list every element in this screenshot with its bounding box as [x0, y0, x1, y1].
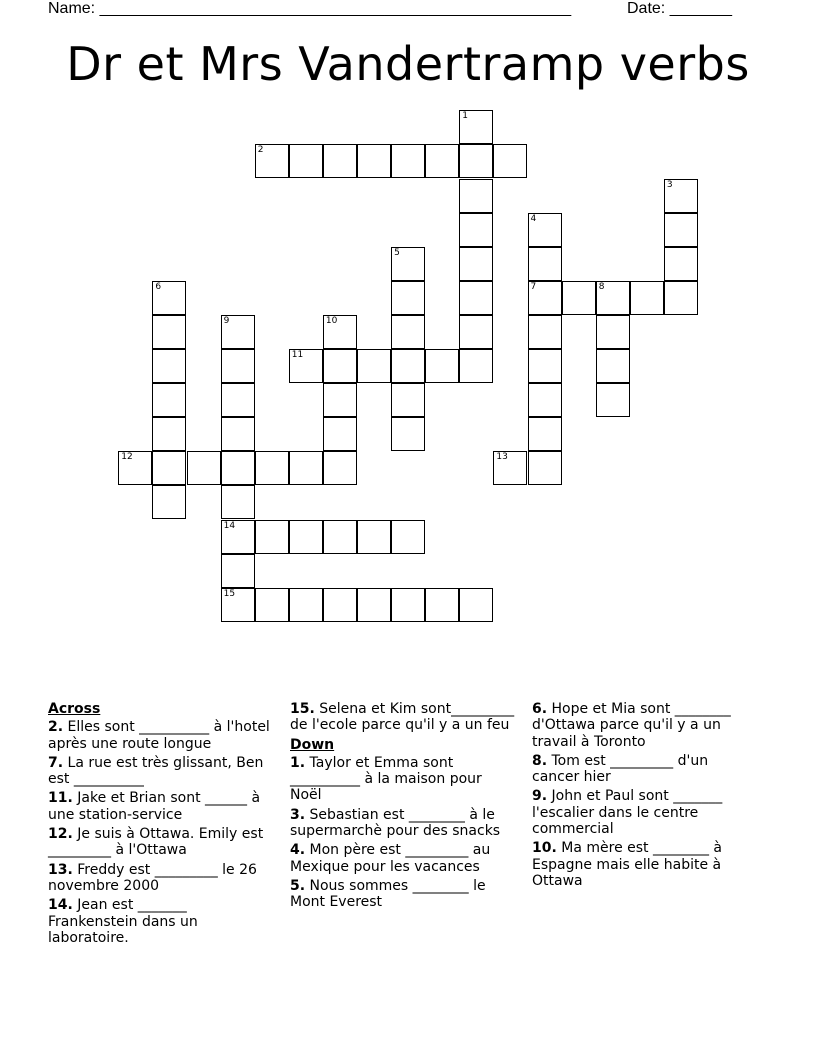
clue-number: 5. — [290, 877, 306, 894]
crossword-cell[interactable] — [459, 349, 493, 383]
across-clue — [48, 719, 274, 752]
clue-text: Selena et Kim sont_________ de l'ecole parce qu'il y a un feu — [290, 701, 515, 734]
across-clue — [48, 755, 274, 788]
crossword-cell[interactable] — [323, 451, 357, 485]
crossword-cell[interactable] — [425, 588, 459, 622]
page-title: Dr et Mrs Vandertramp verbs — [66, 37, 750, 91]
clue-text: Je suis à Ottawa. Emily est _________ à l'Ottawa — [48, 826, 264, 859]
down-clue — [290, 842, 516, 875]
crossword-cell[interactable] — [221, 417, 255, 451]
crossword-cell[interactable] — [664, 213, 698, 247]
crossword-cell[interactable] — [323, 315, 357, 349]
crossword-cell[interactable] — [255, 588, 289, 622]
across-clue — [48, 826, 274, 859]
crossword-cell[interactable] — [289, 349, 323, 383]
date-field-label: Date: _______ — [627, 0, 732, 17]
clue-number: 7. — [48, 754, 64, 771]
crossword-cell[interactable] — [152, 383, 186, 417]
crossword-cell[interactable] — [664, 247, 698, 281]
clue-number: 12. — [48, 826, 73, 843]
clue-number-label: 5 — [394, 247, 400, 258]
crossword-cell[interactable] — [391, 588, 425, 622]
crossword-cell[interactable] — [528, 417, 562, 451]
down-clue — [290, 878, 516, 911]
clue-number-label: 10 — [325, 315, 338, 326]
across-clue — [290, 701, 516, 734]
crossword-cell[interactable] — [459, 110, 493, 144]
crossword-cell[interactable] — [323, 588, 357, 622]
clue-number-label: 8 — [598, 281, 605, 292]
clue-text: Taylor et Emma sont __________ à la maison pour Noël — [290, 754, 482, 804]
crossword-cell[interactable] — [528, 349, 562, 383]
crossword-cell[interactable] — [255, 144, 289, 178]
down-clue — [290, 807, 516, 840]
crossword-cell[interactable] — [528, 281, 562, 315]
crossword-cell[interactable] — [664, 281, 698, 315]
clue-number: 9. — [532, 788, 548, 805]
clue-number-label: 14 — [223, 520, 236, 531]
crossword-cell[interactable] — [528, 247, 562, 281]
crossword-cell[interactable] — [118, 451, 152, 485]
crossword-cell[interactable] — [425, 349, 459, 383]
clue-text: Sebastian est ________ à le supermarchè pour des snacks — [290, 806, 501, 840]
clues-column-1 — [48, 701, 274, 949]
clue-number-label: 9 — [223, 315, 230, 326]
clue-number-label: 6 — [155, 281, 162, 292]
clue-text: Tom est _________ d'un cancer hier — [532, 752, 709, 786]
crossword-cell[interactable] — [221, 383, 255, 417]
crossword-cell[interactable] — [528, 451, 562, 485]
crossword-cell[interactable] — [596, 315, 630, 349]
crossword-cell[interactable] — [357, 349, 391, 383]
name-field-label: Name: _____________________________________________________ — [48, 0, 572, 17]
crossword-cell[interactable] — [459, 179, 493, 213]
crossword-cell[interactable] — [493, 451, 527, 485]
crossword-cell[interactable] — [357, 520, 391, 554]
crossword-cell[interactable] — [323, 520, 357, 554]
clue-number: 1. — [290, 754, 306, 771]
down-clue — [532, 840, 758, 889]
clue-number-label: 4 — [530, 213, 537, 224]
crossword-cell[interactable] — [459, 144, 493, 178]
crossword-cell[interactable] — [391, 281, 425, 315]
crossword-cell[interactable] — [289, 588, 323, 622]
clue-number: 4. — [290, 842, 306, 859]
clue-text: Mon père est _________ au Mexique pour les vacances — [290, 842, 491, 875]
crossword-cell[interactable] — [221, 315, 255, 349]
clue-text: Jean est _______ Frankenstein dans un laboratoire. — [48, 897, 198, 946]
clue-number-label: 15 — [223, 588, 236, 599]
crossword-cell[interactable] — [323, 349, 357, 383]
across-clue — [48, 790, 274, 823]
clues-column-3 — [532, 701, 758, 892]
crossword-cell[interactable] — [528, 213, 562, 247]
crossword-cell[interactable] — [221, 588, 255, 622]
clue-number: 13. — [48, 861, 73, 878]
crossword-cell[interactable] — [391, 315, 425, 349]
crossword-cell[interactable] — [562, 281, 596, 315]
clues-column-2 — [290, 701, 516, 914]
crossword-cell[interactable] — [255, 520, 289, 554]
down-clue — [532, 788, 758, 837]
clue-text: Nous sommes ________ le Mont Everest — [290, 877, 486, 911]
crossword-cell[interactable] — [221, 451, 255, 485]
crossword-cell[interactable] — [187, 451, 221, 485]
clue-number-label: 13 — [496, 452, 508, 463]
crossword-cell[interactable] — [459, 247, 493, 281]
crossword-cell[interactable] — [391, 247, 425, 281]
crossword-cell[interactable] — [221, 349, 255, 383]
clue-number: 15. — [290, 701, 315, 717]
crossword-cell[interactable] — [459, 213, 493, 247]
crossword-cell[interactable] — [289, 451, 323, 485]
crossword-cell[interactable] — [357, 144, 391, 178]
crossword-cell[interactable] — [357, 588, 391, 622]
clue-number-label: 11 — [291, 350, 304, 360]
across-clue — [48, 897, 274, 946]
crossword-cell[interactable] — [391, 383, 425, 417]
crossword-cell[interactable] — [152, 485, 186, 519]
clue-text: Freddy est _________ le 26 novembre 2000 — [48, 861, 257, 894]
down-clue — [532, 753, 758, 786]
crossword-cell[interactable] — [152, 417, 186, 451]
clue-text: La rue est très glissant, Ben est __________ — [48, 754, 264, 788]
clue-number-label: 2 — [257, 145, 264, 156]
crossword-cell[interactable] — [323, 383, 357, 417]
down-heading: Down — [290, 736, 335, 753]
crossword-cell[interactable] — [152, 349, 186, 383]
clue-number-label: 12 — [121, 452, 133, 463]
clue-number: 2. — [48, 719, 64, 736]
crossword-cell[interactable] — [221, 520, 255, 554]
crossword-cell[interactable] — [289, 144, 323, 178]
clue-number-label: 1 — [462, 111, 469, 122]
clue-text: Ma mère est ________ à Espagne mais elle habite à Ottawa — [532, 840, 723, 889]
crossword-cell[interactable] — [425, 144, 459, 178]
crossword-cell[interactable] — [493, 144, 527, 178]
down-clue — [290, 755, 516, 804]
crossword-cell[interactable] — [221, 554, 255, 588]
clue-text: Hope et Mia sont ________ d'Ottawa parce qu'il y a un travail à Toronto — [532, 701, 731, 750]
clue-number: 3. — [290, 806, 306, 823]
clue-number: 8. — [532, 752, 548, 769]
clue-number: 10. — [532, 840, 557, 857]
crossword-cell[interactable] — [596, 281, 630, 315]
crossword-cell[interactable] — [391, 144, 425, 178]
crossword-cell[interactable] — [323, 144, 357, 178]
clue-text: Elles sont __________ à l'hotel après une route longue — [48, 719, 270, 752]
crossword-cell[interactable] — [152, 451, 186, 485]
crossword-cell[interactable] — [255, 451, 289, 485]
clue-number-label: 7 — [530, 281, 537, 292]
clue-number-label: 3 — [666, 179, 673, 190]
crossword-cell[interactable] — [391, 349, 425, 383]
crossword-cell[interactable] — [289, 520, 323, 554]
crossword-cell[interactable] — [391, 417, 425, 451]
crossword-cell[interactable] — [152, 315, 186, 349]
down-clue — [532, 701, 758, 750]
crossword-cell[interactable] — [221, 485, 255, 519]
crossword-cell[interactable] — [459, 315, 493, 349]
clue-number: 6. — [532, 701, 548, 717]
crossword-cell[interactable] — [630, 281, 664, 315]
clue-text: John et Paul sont _______ l'escalier dans le centre commercial — [532, 788, 723, 838]
crossword-cell[interactable] — [391, 520, 425, 554]
clue-text: Jake et Brian sont ______ à une station-service — [48, 790, 261, 823]
crossword-cell[interactable] — [459, 588, 493, 622]
clue-number: 14. — [48, 897, 73, 914]
crossword-cell[interactable] — [528, 383, 562, 417]
crossword-cell[interactable] — [596, 383, 630, 417]
crossword-cell[interactable] — [528, 315, 562, 349]
crossword-cell[interactable] — [152, 281, 186, 315]
crossword-cell[interactable] — [459, 281, 493, 315]
clue-number: 11. — [48, 790, 73, 807]
across-heading: Across — [48, 701, 101, 717]
crossword-cell[interactable] — [596, 349, 630, 383]
crossword-cell[interactable] — [664, 179, 698, 213]
crossword-cell[interactable] — [323, 417, 357, 451]
across-clue — [48, 862, 274, 895]
